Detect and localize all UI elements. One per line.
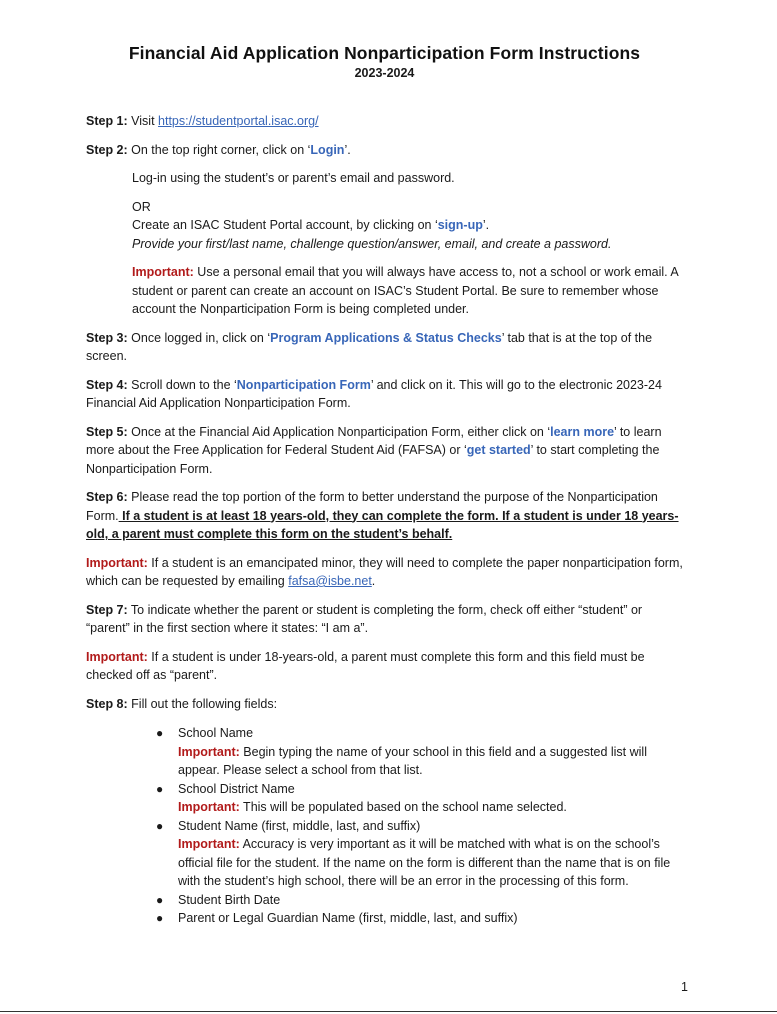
bullet-icon: ● — [156, 818, 164, 833]
provide-instructions: Provide your first/last name, challenge question/answer, email, and create a password. — [132, 236, 612, 251]
step-1: Step 1: Visit https://studentportal.isac.org/ — [86, 114, 319, 128]
step-8: Step 8: Fill out the following fields: — [86, 696, 278, 711]
step-label: Step 8: — [86, 696, 128, 711]
list-item — [156, 891, 683, 910]
age-requirement-note: If a student is at least 18 years-old, they can complete the form. If a student is under 18 years-old, a parent must complete this form on the student’s behalf. — [86, 508, 679, 541]
field-name: School Name — [178, 726, 254, 740]
step-3: Step 3: Once logged in, click on ‘Program Applications & Status Checks’ tab that is at the top of the screen. — [86, 330, 653, 363]
important-label: Important: — [86, 555, 148, 570]
step-label: Step 2: — [86, 142, 128, 157]
field-name: Student Birth Date — [178, 892, 281, 907]
bullet-icon: ● — [156, 911, 164, 925]
field-name: School District Name — [178, 781, 295, 796]
list-item — [156, 909, 683, 928]
page-divider — [0, 1011, 777, 1012]
step-label: Step 7: — [86, 602, 128, 617]
list-item: ● School Name Important: Begin typing the name of your school in this field and a suggested list will appear. Please select a school from that list. — [156, 726, 647, 777]
fafsa-email-link[interactable]: fafsa@isbe.net — [288, 574, 372, 588]
important-label: Important: — [86, 649, 148, 664]
bullet-icon: ● — [156, 892, 164, 907]
important-label: Important: — [178, 837, 240, 851]
step-label: Step 3: — [86, 330, 128, 345]
step-6: Step 6: Please read the top portion of the form to better understand the purpose of the Nonparticipation Form. If a student is at least 18 years-old, they can complete the form. If a student is under 18 years-old, a parent must complete this form on the student’s behalf. — [86, 490, 679, 541]
important-parent-check: Important: If a student is under 18-years-old, a parent must complete this form and this field must be checked off as “parent”. — [86, 649, 645, 682]
create-account-note: OR Create an ISAC Student Portal account, by clicking on ‘sign-up’. Provide your first/last name, challenge question/answer, email, and create a password. — [132, 199, 612, 251]
list-item: ● School District Name Important: This will be populated based on the school name selected. — [156, 781, 567, 814]
list-item: ● Student Name (first, middle, last, and suffix) Important: Accuracy is very important as it will be matched with what is on the school’s official file for the student. If the name on the form is different than the name that is on file with the student’s high school, there will be an error in the processing of this form. — [156, 818, 671, 888]
keyword-nonparticipation-form: Nonparticipation Form — [236, 377, 371, 392]
step-label: Step 1: — [86, 114, 128, 128]
login-note: Log-in using the student’s or parent’s email and password. — [132, 171, 455, 185]
keyword-login: Login — [310, 142, 345, 157]
important-emancipated-minor: Important: If a student is an emancipated minor, they will need to complete the paper nonparticipation form, which can be requested by emailing fafsa@isbe.net. — [86, 555, 683, 588]
important-label: Important: — [132, 265, 194, 279]
document-year: 2023-2024 — [354, 66, 415, 80]
important-label: Important: — [178, 800, 240, 814]
keyword-program-applications: Program Applications & Status Checks — [270, 330, 502, 345]
step-label: Step 4: — [86, 377, 128, 392]
field-name: Parent or Legal Guardian Name (first, middle, last, and suffix) — [178, 911, 518, 925]
page-number: 1 — [681, 980, 688, 994]
step-label: Step 6: — [86, 490, 128, 504]
bullet-icon: ● — [156, 726, 164, 740]
step-7: Step 7: To indicate whether the parent or student is completing the form, check off either “student” or “parent” in the first section where it states: “I am a”. — [86, 602, 643, 635]
important-label: Important: — [178, 744, 240, 759]
step-4: Step 4: Scroll down to the ‘Nonparticipation Form’ and click on it. This will go to the electronic 2023-24 Financial Aid Application Nonparticipation Form. — [86, 377, 662, 410]
step-2: Step 2: On the top right corner, click on ‘Login’. — [86, 142, 351, 157]
keyword-learn-more: learn more — [550, 424, 615, 439]
step-5: Step 5: Once at the Financial Aid Application Nonparticipation Form, either click on ‘learn more’ to learn more about the Free Application for Federal Student Aid (FAFSA) or ‘get started’ to start completing the Nonparticipation Form. — [86, 424, 662, 476]
keyword-get-started: get started — [466, 443, 531, 457]
document-title: Financial Aid Application Nonparticipation Form Instructions — [128, 43, 641, 63]
field-list — [86, 724, 683, 928]
important-email-note: Important: Use a personal email that you will always have access to, not a school or work email. A student or parent can create an account on ISAC’s Student Portal. Be sure to remember whose account the Nonparticipation Form is being completed under. — [132, 265, 679, 316]
step-label: Step 5: — [86, 424, 128, 439]
bullet-icon: ● — [156, 781, 164, 796]
field-name: Student Name (first, middle, last, and suffix) — [178, 818, 421, 833]
portal-link[interactable]: https://studentportal.isac.org/ — [158, 114, 319, 128]
keyword-sign-up: sign-up — [437, 218, 483, 232]
